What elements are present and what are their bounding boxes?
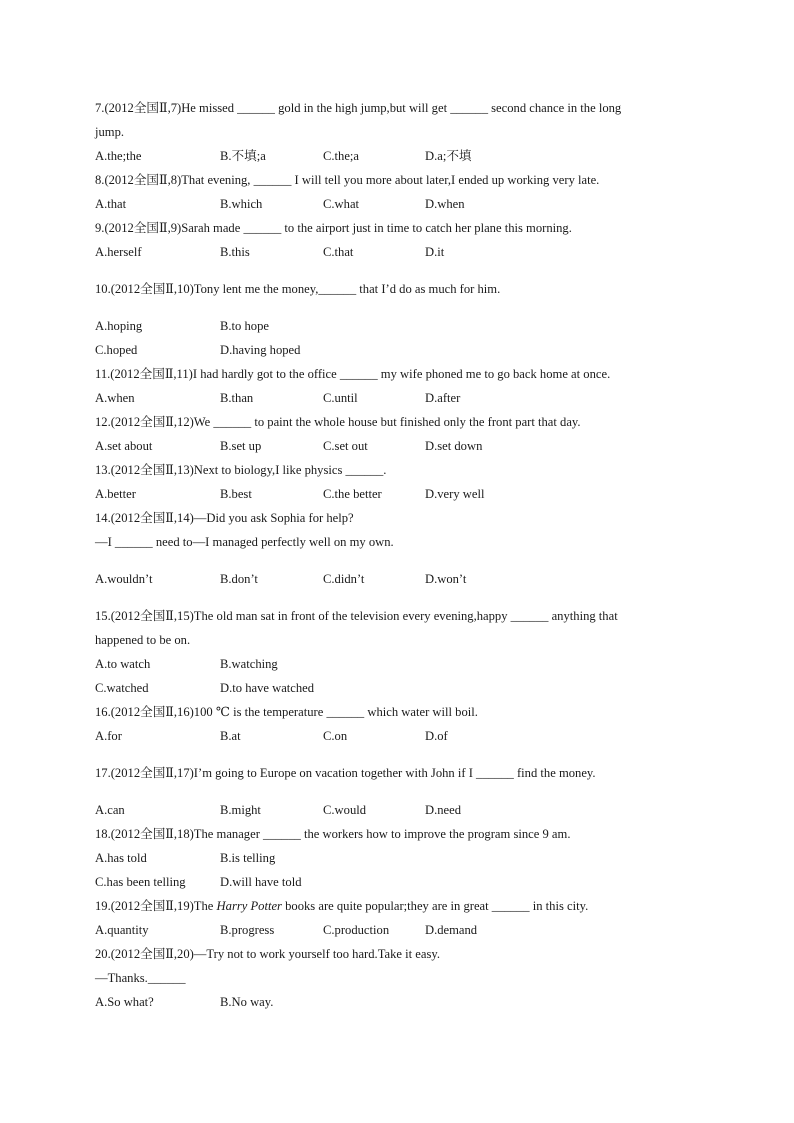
option-d: D.a;不填 (425, 149, 472, 163)
question-7 (95, 96, 695, 168)
option-c: C.watched (95, 681, 149, 695)
question-9-options (95, 240, 695, 264)
question-15-stem-line-1: 15.(2012全国Ⅱ,15)The old man sat in front of the television every evening,happy ______ anything that (95, 609, 618, 623)
option-a: A.better (95, 487, 136, 501)
document-body (95, 96, 695, 1014)
option-d: D.having hoped (220, 343, 301, 357)
question-11-stem: 11.(2012全国Ⅱ,11)I had hardly got to the office ______ my wife phoned me to go back home at once. (95, 367, 611, 381)
question-18-stem: 18.(2012全国Ⅱ,18)The manager ______ the workers how to improve the program since 9 am. (95, 827, 571, 841)
question-14 (95, 506, 695, 591)
question-8-options (95, 192, 695, 216)
question-10-options-row-2 (95, 338, 695, 362)
option-d: D.demand (425, 923, 478, 937)
option-b: B.at (220, 729, 241, 743)
question-16 (95, 700, 695, 748)
question-9 (95, 216, 695, 264)
question-10-stem: 10.(2012全国Ⅱ,10)Tony lent me the money,______ that I’d do as much for him. (95, 282, 501, 296)
question-17-stem: 17.(2012全国Ⅱ,17)I’m going to Europe on vacation together with John if I ______ find the money. (95, 766, 596, 780)
question-12-stem: 12.(2012全国Ⅱ,12)We ______ to paint the whole house but finished only the front part that day. (95, 415, 581, 429)
option-d: D.set down (425, 439, 483, 453)
option-c: C.has been telling (95, 875, 186, 889)
option-a: A.herself (95, 245, 142, 259)
option-c: C.hoped (95, 343, 138, 357)
option-c: C.that (323, 245, 354, 259)
option-c: C.would (323, 803, 367, 817)
option-b: B.best (220, 487, 252, 501)
question-19-options (95, 918, 695, 942)
question-10-options-row-1 (95, 314, 695, 338)
option-b: B.to hope (220, 319, 269, 333)
question-20 (95, 942, 695, 1014)
option-c: C.didn’t (323, 572, 365, 586)
question-14-stem-line-2: —I ______ need to—I managed perfectly well on my own. (95, 535, 394, 549)
spacer (95, 264, 695, 277)
question-20-stem-line-1: 20.(2012全国Ⅱ,20)—Try not to work yourself too hard.Take it easy. (95, 947, 440, 961)
question-18-options-row-2 (95, 870, 695, 894)
option-d: D.of (425, 729, 448, 743)
question-20-options (95, 990, 695, 1014)
spacer (95, 301, 695, 314)
option-a: A.So what? (95, 995, 154, 1009)
spacer (95, 748, 695, 761)
option-a: A.the;the (95, 149, 142, 163)
option-b: B.watching (220, 657, 278, 671)
question-13 (95, 458, 695, 506)
question-11 (95, 362, 695, 410)
option-b: B.No way. (220, 995, 274, 1009)
option-d: D.won’t (425, 572, 467, 586)
spacer (95, 785, 695, 798)
question-10 (95, 277, 695, 362)
question-17 (95, 761, 695, 822)
option-b: B.progress (220, 923, 275, 937)
option-a: A.set about (95, 439, 153, 453)
option-c: C.on (323, 729, 348, 743)
option-c: C.the better (323, 487, 382, 501)
option-c: C.production (323, 923, 390, 937)
question-15-stem-line-2: happened to be on. (95, 633, 191, 647)
question-15-options-row-1 (95, 652, 695, 676)
option-d: D.very well (425, 487, 485, 501)
option-d: D.need (425, 803, 462, 817)
option-a: A.can (95, 803, 125, 817)
question-8-stem: 8.(2012全国Ⅱ,8)That evening, ______ I will tell you more about later,I ended up working very late. (95, 173, 600, 187)
question-17-options (95, 798, 695, 822)
question-11-options (95, 386, 695, 410)
question-7-options (95, 144, 695, 168)
question-8 (95, 168, 695, 216)
spacer (95, 554, 695, 567)
option-d: D.will have told (220, 875, 302, 889)
question-19-stem (95, 894, 695, 918)
option-c: C.the;a (323, 149, 360, 163)
option-a: A.hoping (95, 319, 143, 333)
option-b: B.this (220, 245, 250, 259)
question-9-stem: 9.(2012全国Ⅱ,9)Sarah made ______ to the airport just in time to catch her plane this morning. (95, 221, 572, 235)
option-a: A.for (95, 729, 122, 743)
question-19-stem-suffix: books are quite popular;they are in great ______ in this city. (281, 899, 589, 913)
question-14-stem-line-1: 14.(2012全国Ⅱ,14)—Did you ask Sophia for help? (95, 511, 354, 525)
question-20-stem-line-2: —Thanks.______ (95, 971, 186, 985)
option-b: B.than (220, 391, 254, 405)
option-c: C.until (323, 391, 358, 405)
option-b: B.set up (220, 439, 262, 453)
option-b: B.might (220, 803, 261, 817)
question-19 (95, 894, 695, 942)
question-16-stem: 16.(2012全国Ⅱ,16)100 ℃ is the temperature ______ which water will boil. (95, 705, 478, 719)
question-12 (95, 410, 695, 458)
question-14-options (95, 567, 695, 591)
question-7-stem-line-2: jump. (95, 125, 125, 139)
option-d: D.to have watched (220, 681, 315, 695)
question-15 (95, 604, 695, 700)
option-a: A.has told (95, 851, 147, 865)
option-a: A.quantity (95, 923, 149, 937)
option-a: A.wouldn’t (95, 572, 153, 586)
option-a: A.that (95, 197, 127, 211)
spacer (95, 591, 695, 604)
option-c: C.what (323, 197, 360, 211)
question-18-options-row-1 (95, 846, 695, 870)
question-18 (95, 822, 695, 894)
question-12-options (95, 434, 695, 458)
option-a: A.to watch (95, 657, 151, 671)
question-19-stem-prefix: 19.(2012全国Ⅱ,19)The (95, 899, 217, 913)
option-a: A.when (95, 391, 135, 405)
question-15-options-row-2 (95, 676, 695, 700)
option-c: C.set out (323, 439, 368, 453)
option-d: D.when (425, 197, 465, 211)
question-13-options (95, 482, 695, 506)
option-d: D.after (425, 391, 461, 405)
option-b: B.which (220, 197, 263, 211)
question-7-stem-line-1: 7.(2012全国Ⅱ,7)He missed ______ gold in the high jump,but will get ______ second chance in the long (95, 101, 622, 115)
question-13-stem: 13.(2012全国Ⅱ,13)Next to biology,I like physics ______. (95, 463, 387, 477)
option-d: D.it (425, 245, 445, 259)
question-16-options (95, 724, 695, 748)
option-b: B.don’t (220, 572, 258, 586)
option-b: B.is telling (220, 851, 276, 865)
question-19-book-title: Harry Potter (216, 899, 282, 913)
option-b: B.不填;a (220, 149, 266, 163)
